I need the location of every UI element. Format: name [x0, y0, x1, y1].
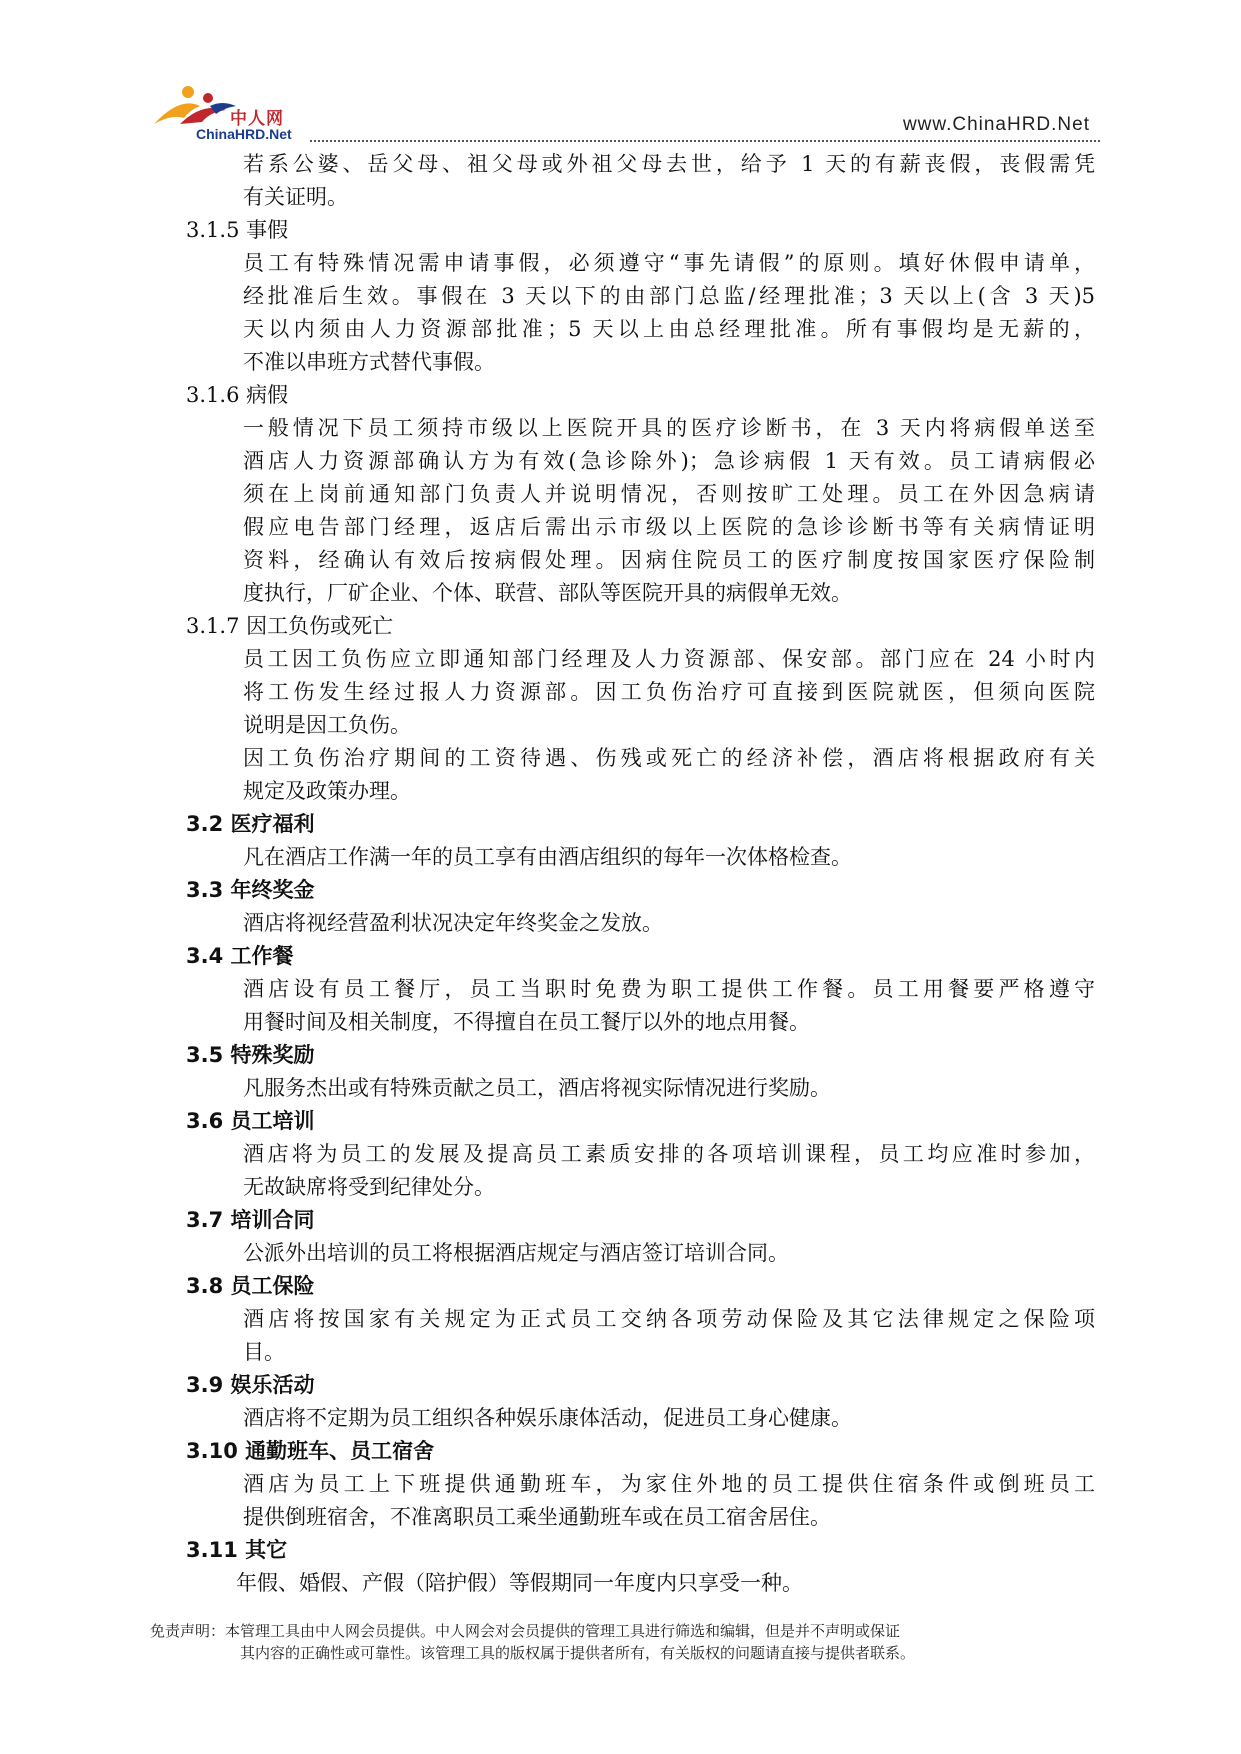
- paragraph-line: 因工负伤治疗期间的工资待遇、伤残或死亡的经济补偿，酒店将根据政府有关: [243, 746, 1095, 770]
- disclaimer-line: 免责声明：本管理工具由中人网会员提供。中人网会对会员提供的管理工具进行筛选和编辑，但是并不声明或保证: [150, 1622, 901, 1640]
- paragraph-line: 提供倒班宿舍，不准离职员工乘坐通勤班车或在员工宿舍居住。: [243, 1505, 831, 1529]
- paragraph-line: 酒店将为员工的发展及提高员工素质安排的各项培训课程，员工均应准时参加，: [243, 1142, 1095, 1166]
- paragraph-line: 若系公婆、岳父母、祖父母或外祖父母去世，给予 1 天的有薪丧假，丧假需凭: [243, 152, 1095, 176]
- paragraph-line: 说明是因工负伤。: [243, 713, 411, 737]
- paragraph-line: 凡在酒店工作满一年的员工享有由酒店组织的每年一次体格检查。: [243, 845, 852, 869]
- section-heading: 3.10 通勤班车、员工宿舍: [186, 1439, 435, 1463]
- paragraph-line: 不准以串班方式替代事假。: [243, 350, 495, 374]
- chinahrd-logo[interactable]: [150, 84, 320, 142]
- paragraph-line: 酒店将按国家有关规定为正式员工交纳各项劳动保险及其它法律规定之保险项: [243, 1307, 1095, 1331]
- disclaimer-line: 其内容的正确性或可靠性。该管理工具的版权属于提供者所有，有关版权的问题请直接与提供者联系。: [240, 1644, 916, 1662]
- paragraph-line: 无故缺席将受到纪律处分。: [243, 1175, 495, 1199]
- paragraph-line: 员工有特殊情况需申请事假，必须遵守“事先请假”的原则。填好休假申请单，: [243, 251, 1095, 275]
- paragraph-line: 凡服务杰出或有特殊贡献之员工，酒店将视实际情况进行奖励。: [243, 1076, 831, 1100]
- paragraph-line: 目。: [243, 1340, 285, 1364]
- paragraph-line: 须在上岗前通知部门负责人并说明情况，否则按旷工处理。员工在外因急病请: [243, 482, 1095, 506]
- paragraph-line: 酒店将视经营盈利状况决定年终奖金之发放。: [243, 911, 663, 935]
- paragraph-line: 用餐时间及相关制度，不得擅自在员工餐厅以外的地点用餐。: [243, 1010, 810, 1034]
- paragraph-line: 酒店设有员工餐厅，员工当职时免费为职工提供工作餐。员工用餐要严格遵守: [243, 977, 1095, 1001]
- section-heading: 3.3 年终奖金: [186, 878, 315, 902]
- section-heading: 3.8 员工保险: [186, 1274, 315, 1298]
- header-divider: [310, 140, 1100, 142]
- logo-english-text: ChinaHRD.Net: [196, 126, 292, 142]
- paragraph-line: 年假、婚假、产假（陪护假）等假期同一年度内只享受一种。: [236, 1571, 803, 1595]
- section-heading: 3.11 其它: [186, 1538, 288, 1562]
- logo-chinese-text: 中人网: [230, 109, 284, 129]
- section-heading: 3.7 培训合同: [186, 1208, 315, 1232]
- subsection-heading: 3.1.7 因工负伤或死亡: [186, 614, 394, 638]
- subsection-heading: 3.1.6 病假: [186, 383, 289, 407]
- paragraph-line: 酒店人力资源部确认方为有效(急诊除外)；急诊病假 1 天有效。员工请病假必: [243, 449, 1095, 473]
- section-heading: 3.5 特殊奖励: [186, 1043, 315, 1067]
- paragraph-line: 经批准后生效。事假在 3 天以下的由部门总监/经理批准；3 天以上(含 3 天)5: [243, 284, 1095, 308]
- section-heading: 3.9 娱乐活动: [186, 1373, 315, 1397]
- section-heading: 3.4 工作餐: [186, 944, 294, 968]
- paragraph-line: 将工伤发生经过报人力资源部。因工负伤治疗可直接到医院就医，但须向医院: [243, 680, 1095, 704]
- paragraph-line: 有关证明。: [243, 185, 348, 209]
- paragraph-line: 规定及政策办理。: [243, 779, 411, 803]
- paragraph-line: 酒店为员工上下班提供通勤班车，为家住外地的员工提供住宿条件或倒班员工: [243, 1472, 1095, 1496]
- paragraph-line: 员工因工负伤应立即通知部门经理及人力资源部、保安部。部门应在 24 小时内: [243, 647, 1095, 671]
- paragraph-line: 假应电告部门经理，返店后需出示市级以上医院的急诊诊断书等有关病情证明: [243, 515, 1095, 539]
- subsection-heading: 3.1.5 事假: [186, 218, 289, 242]
- header-url[interactable]: www.ChinaHRD.Net: [902, 114, 1090, 135]
- section-heading: 3.2 医疗福利: [186, 812, 315, 836]
- page-header: [150, 84, 1100, 144]
- section-heading: 3.6 员工培训: [186, 1109, 315, 1133]
- paragraph-line: 天以内须由人力资源部批准；5 天以上由总经理批准。所有事假均是无薪的，: [243, 317, 1095, 341]
- paragraph-line: 度执行，厂矿企业、个体、联营、部队等医院开具的病假单无效。: [243, 581, 852, 605]
- paragraph-line: 公派外出培训的员工将根据酒店规定与酒店签订培训合同。: [243, 1241, 789, 1265]
- paragraph-line: 资料，经确认有效后按病假处理。因病住院员工的医疗制度按国家医疗保险制: [243, 548, 1095, 572]
- paragraph-line: 一般情况下员工须持市级以上医院开具的医疗诊断书，在 3 天内将病假单送至: [243, 416, 1095, 440]
- paragraph-line: 酒店将不定期为员工组织各种娱乐康体活动，促进员工身心健康。: [243, 1406, 852, 1430]
